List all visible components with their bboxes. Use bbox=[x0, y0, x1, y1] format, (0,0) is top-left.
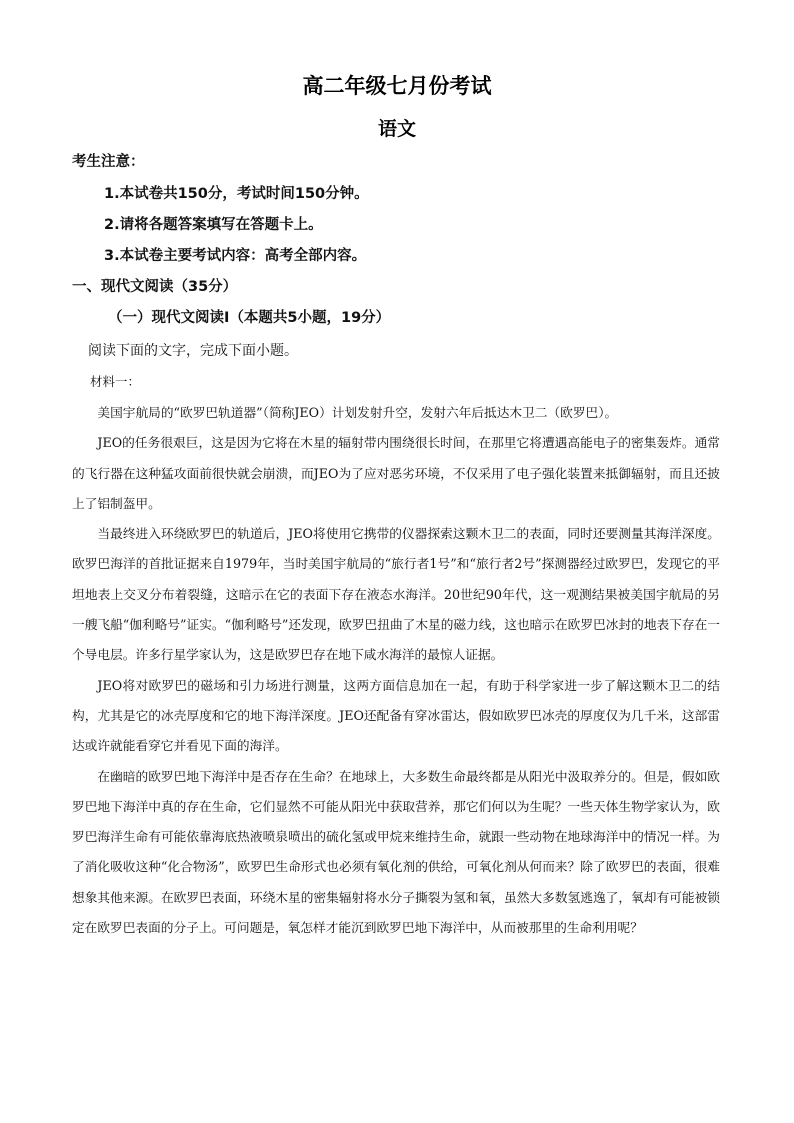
passage bbox=[72, 398, 720, 943]
passage-paragraph: JEO将对欧罗巴的磁场和引力场进行测量，这两方面信息加在一起，有助于科学家进一步了解这颗木卫二的结构，尤其是它的冰壳厚度和它的地下海洋深度。JEO还配备有穿冰雷达，假如欧罗巴冰壳的厚度仅为几千米，这部雷达或许就能看穿它并看见下面的海洋。 bbox=[72, 677, 720, 754]
notice-item-3: 3.本试卷主要考试内容：高考全部内容。 bbox=[104, 248, 367, 264]
subsection-title: （一）现代文阅读Ⅰ（本题共5小题，19分） bbox=[108, 310, 391, 326]
passage-paragraph: 在幽暗的欧罗巴地下海洋中是否存在生命？在地球上，大多数生命最终都是从阳光中汲取养分的。但是，假如欧罗巴地下海洋中真的存在生命，它们显然不可能从阳光中获取营养，那它们何以为生呢？一些天体生物学家认为，欧罗巴海洋生命有可能依靠海底热液喷泉喷出的硫化氢或甲烷来维持生命，就跟一些动物在地球海洋中的情况一样。为了消化吸收这种“化合物汤”，欧罗巴生命形式也必须有氧化剂的供给，可氧化剂从何而来？除了欧罗巴的表面，很难想象其他来源。在欧罗巴表面，环绕木星的密集辐射将水分子撕裂为氢和氧，虽然大多数氢逃逸了，氧却有可能被锁定在欧罗巴表面的分子上。可问题是，氧怎样才能沉到欧罗巴地下海洋中，从而被那里的生命利用呢？ bbox=[72, 768, 720, 936]
notice-heading: 考生注意： bbox=[72, 154, 145, 170]
reading-instruction: 阅读下面的文字，完成下面小题。 bbox=[88, 343, 298, 359]
exam-title: 高二年级七月份考试 bbox=[302, 74, 492, 98]
notice-item-2: 2.请将各题答案填写在答题卡上。 bbox=[104, 217, 323, 233]
passage-paragraph: JEO的任务很艰巨，这是因为它将在木星的辐射带内围绕很长时间，在那里它将遭遇高能电子的密集轰炸。通常的飞行器在这种猛攻面前很快就会崩溃，而JEO为了应对恶劣环境，不仅采用了电子强化装置来抵御辐射，而且还披上了铝制盔甲。 bbox=[72, 435, 720, 511]
notice-item-1: 1.本试卷共150分，考试时间150分钟。 bbox=[104, 186, 369, 202]
section-title: 一、现代文阅读（35分） bbox=[72, 279, 238, 295]
passage-paragraph: 当最终进入环绕欧罗巴的轨道后，JEO将使用它携带的仪器探索这颗木卫二的表面，同时还要测量其海洋深度。欧罗巴海洋的首批证据来自1979年，当时美国宇航局的“旅行者1号”和“旅行者2号”探测器经过欧罗巴，发现它的平坦地表上交叉分布着裂缝，这暗示在它的表面下存在液态水海洋。20世纪90年代，这一观测结果被美国宇航局的另一艘飞船“伽利略号”证实。“伽利略号”还发现，欧罗巴扭曲了木星的磁力线，这也暗示在欧罗巴冰封的地表下存在一个导电层。许多行星学家认为，这是欧罗巴存在地下咸水海洋的最惊人证据。 bbox=[72, 526, 720, 663]
exam-subject: 语文 bbox=[377, 118, 416, 140]
passage-paragraph: 美国宇航局的“欧罗巴轨道器”（简称JEO）计划发射升空，发射六年后抵达木卫二（欧罗巴）。 bbox=[97, 405, 618, 420]
material-label: 材料一： bbox=[90, 374, 141, 389]
